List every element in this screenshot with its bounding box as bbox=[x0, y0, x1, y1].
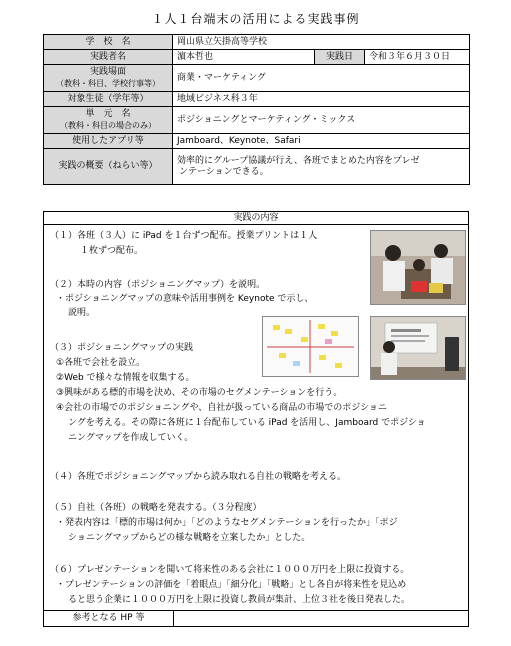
content-line: （３）ポジショニングマップの実践 bbox=[50, 343, 194, 353]
content-line: ③興味がある標的市場を決め、その市場のセグメンテーションを行う。 bbox=[56, 388, 343, 398]
unit-label-cell bbox=[44, 107, 173, 134]
summary-value-cell bbox=[173, 149, 470, 185]
content-line: ると思う企業に１０００万円を上限に投資し教員が集計、上位３社を後日発表した。 bbox=[68, 595, 411, 605]
reference-row bbox=[43, 610, 469, 627]
practitioner-label: 実践者名 bbox=[44, 50, 173, 65]
presentation-photo bbox=[370, 316, 466, 380]
content-line: ①各班で会社を設立。 bbox=[56, 358, 146, 368]
apps-label: 使用したアプリ等 bbox=[44, 134, 173, 149]
content-line: ④会社の市場でのポジショニングや、自社が扱っている商品の市場でのポジショニ bbox=[56, 403, 387, 413]
content-line: 説明。 bbox=[68, 308, 96, 318]
unit-label: 単 元 名 bbox=[85, 109, 131, 119]
school-label: 学 校 名 bbox=[44, 35, 173, 50]
content-line: （１）各班（３人）に iPad を１台ずつ配布。授業プリントは１人 bbox=[50, 231, 318, 241]
summary-line: ンテーションできる。 bbox=[179, 166, 269, 177]
content-line: ・プレゼンテーションの評価を「着眼点」「細分化」「戦略」とし各自が将来性を見込め bbox=[56, 580, 407, 590]
scene-value: 商業・マーケティング bbox=[173, 65, 470, 92]
content-line: （５）自社（各班）の戦略を発表する。（３分程度） bbox=[50, 503, 262, 513]
content-heading: 実践の内容 bbox=[43, 211, 469, 225]
summary-line: 効率的にグループ協議が行え、各班でまとめた内容をプレゼ bbox=[177, 155, 420, 166]
scene-sub-label: （教科・科目、学校行事等） bbox=[56, 79, 160, 88]
unit-sub-label: （教科・科目の場合のみ） bbox=[60, 121, 156, 130]
content-line: （６）プレゼンテーションを聞いて将来性のある会社に１０００万円を上限に投資する。 bbox=[50, 565, 410, 575]
unit-value: ポジショニングとマーケティング・ミックス bbox=[173, 107, 470, 134]
scene-label-cell bbox=[44, 65, 173, 92]
content-line: ②Web で様々な情報を収集する。 bbox=[56, 373, 195, 383]
info-table bbox=[43, 34, 470, 185]
date-value: 令和３年６月３０日 bbox=[365, 50, 470, 65]
content-line: ニングマップを作成していく。 bbox=[68, 433, 194, 443]
content-line: ・ポジショニングマップの意味や活用事例を Keynote で示し、 bbox=[56, 294, 314, 304]
target-label: 対象生徒（学年等） bbox=[44, 92, 173, 107]
content-line: （２）本時の内容（ポジショニングマップ）を説明。 bbox=[50, 280, 266, 290]
content-line: （４）各班でポジショニングマップから読み取れる自社の戦略を考える。 bbox=[50, 472, 347, 482]
presentation-photo-art bbox=[371, 317, 465, 379]
apps-value: Jamboard、Keynote、Safari bbox=[173, 134, 470, 149]
content-line: ングを考える。その際に各班に１台配布している iPad を活用し、Jamboard でポジショ bbox=[68, 418, 426, 428]
classroom-photo-art bbox=[371, 231, 465, 304]
practitioner-value: 濵本哲也 bbox=[173, 50, 315, 65]
positioning-map-art bbox=[263, 317, 358, 376]
content-line: ・発表内容は「標的市場は何か」「どのようなセグメンテーションを行ったか」「ポジ bbox=[56, 518, 398, 528]
page-title: １人１台端末の活用による実践事例 bbox=[151, 12, 360, 26]
summary-label: 実践の概要（ねらい等） bbox=[44, 149, 173, 185]
school-value: 岡山県立矢掛高等学校 bbox=[173, 35, 470, 50]
classroom-photo bbox=[370, 230, 466, 305]
target-value: 地域ビジネス科３年 bbox=[173, 92, 470, 107]
positioning-map-image bbox=[262, 316, 359, 377]
content-line: １枚ずつ配布。 bbox=[80, 246, 144, 256]
content-line: ショニングマップからどの様な戦略を立案したか」とした。 bbox=[68, 533, 311, 543]
date-label: 実践日 bbox=[315, 50, 365, 65]
scene-label: 実践場面 bbox=[89, 67, 126, 77]
reference-label: 参考となる HP 等 bbox=[44, 611, 174, 626]
